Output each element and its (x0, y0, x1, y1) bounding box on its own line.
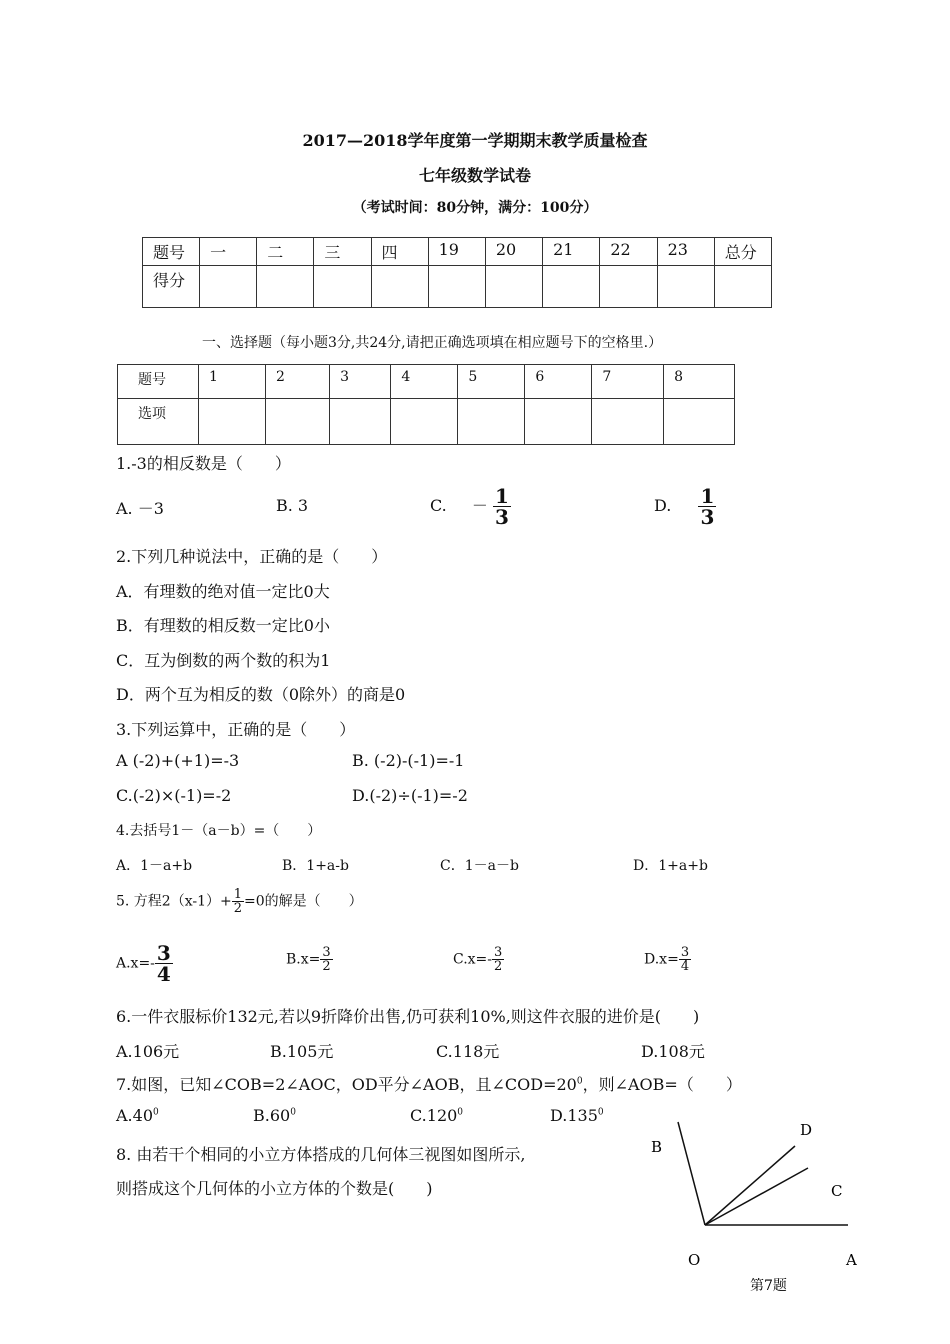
score-header-cell: 三 (314, 238, 371, 266)
q7-option-c-value: C.120 (410, 1106, 458, 1125)
score-input-cell[interactable] (543, 266, 600, 308)
answer-input-cell[interactable] (664, 399, 735, 445)
score-header-cell: 二 (257, 238, 314, 266)
ray-od (705, 1146, 795, 1225)
q5-option-a-fraction (155, 943, 173, 984)
answer-input-cell[interactable] (458, 399, 525, 445)
answer-input-cell[interactable] (199, 399, 266, 445)
score-row-label: 得分 (143, 266, 200, 308)
q3-stem: 3.下列运算中，正确的是（ ） (116, 720, 356, 739)
fraction-numerator: 1 (494, 484, 509, 508)
fraction-denominator: 2 (233, 901, 243, 916)
score-input-cell[interactable] (714, 266, 771, 308)
q1-option-d-fraction (698, 486, 716, 527)
q4-stem: 4.去括号1－（a－b）=（ ） (116, 823, 322, 839)
score-header-cell: 21 (543, 238, 600, 266)
q2-option-d: D．两个互为相反的数（0除外）的商是0 (116, 685, 406, 704)
degree-sup: 0 (290, 1107, 296, 1118)
exam-title: 2017—2018学年度第一学期期末教学质量检查 (302, 131, 648, 150)
score-input-cell[interactable] (257, 266, 314, 308)
score-header-cell: 22 (600, 238, 657, 266)
q5-option-a-label: A.x=- (116, 955, 155, 972)
q8-stem-line1: 8. 由若干个相同的小立方体搭成的几何体三视图如图所示, (116, 1145, 526, 1164)
point-label-a: A (846, 1251, 857, 1269)
point-label-o: O (688, 1251, 701, 1269)
score-table (142, 237, 772, 308)
ray-ob (678, 1122, 705, 1225)
answer-header-cell: 3 (330, 365, 391, 399)
q1-option-c-fraction (493, 486, 511, 527)
fraction-denominator: 2 (494, 959, 503, 974)
score-input-cell[interactable] (314, 266, 371, 308)
q1-option-c-sign: － (471, 496, 488, 515)
fraction-numerator: 1 (700, 484, 715, 508)
q5-option-b-label: B.x= (286, 951, 321, 968)
point-label-d: D (800, 1121, 813, 1139)
q1-option-c-label: C. (430, 496, 447, 515)
score-header-cell: 23 (657, 238, 714, 266)
q4-option-b: B．1+a-b (282, 858, 349, 874)
answer-input-cell[interactable] (391, 399, 458, 445)
q1-option-c (430, 486, 511, 527)
answer-header-cell: 5 (458, 365, 525, 399)
point-label-c: C (831, 1182, 843, 1200)
q1-option-a: A. －3 (116, 499, 164, 518)
q7-option-d (550, 1106, 604, 1125)
q7-stem (116, 1072, 742, 1095)
fraction-denominator: 3 (494, 505, 509, 529)
q5-stem-fraction (232, 888, 244, 915)
q3-option-a: A (-2)+(+1)=-3 (116, 751, 240, 770)
score-input-cell[interactable] (485, 266, 542, 308)
score-header-cell: 四 (371, 238, 428, 266)
answer-header-cell: 7 (592, 365, 664, 399)
answer-row-label: 选项 (118, 399, 199, 445)
q7-option-b (253, 1106, 296, 1125)
q1-option-d (654, 486, 716, 527)
answer-table (117, 364, 735, 445)
q2-option-a: A．有理数的绝对值一定比0大 (116, 582, 330, 601)
q3-option-c: C.(-2)×(-1)=-2 (116, 786, 232, 805)
q7-stem-text-end: ，则∠AOB=（ ） (582, 1075, 742, 1094)
answer-header-cell: 6 (525, 365, 592, 399)
q7-option-a-value: A.40 (116, 1106, 153, 1125)
score-input-cell[interactable] (657, 266, 714, 308)
score-input-cell[interactable] (371, 266, 428, 308)
q7-option-d-value: D.135 (550, 1106, 598, 1125)
score-header-cell: 一 (200, 238, 257, 266)
score-input-cell[interactable] (428, 266, 485, 308)
q7-option-a (116, 1106, 159, 1125)
answer-input-cell[interactable] (592, 399, 664, 445)
q5-stem-text-end: =0的解是（ ） (244, 893, 363, 910)
q7-degree-sup: 0 (576, 1076, 583, 1087)
answer-header-cell: 4 (391, 365, 458, 399)
q2-stem: 2.下列几种说法中，正确的是（ ） (116, 547, 388, 566)
score-input-cell[interactable] (200, 266, 257, 308)
fraction-numerator: 3 (494, 945, 503, 960)
q8-stem-line2: 则搭成这个几何体的小立方体的个数是( ) (116, 1179, 433, 1198)
answer-header-cell: 1 (199, 365, 266, 399)
figure-caption: 第7题 (750, 1278, 787, 1294)
exam-info: （考试时间：80分钟，满分：100分） (352, 200, 598, 216)
fraction-numerator: 1 (233, 887, 243, 902)
q5-option-a (116, 943, 173, 984)
q2-option-c: C．互为倒数的两个数的积为1 (116, 651, 331, 670)
score-input-cell[interactable] (600, 266, 657, 308)
fraction-numerator: 3 (680, 945, 690, 960)
q5-stem (116, 888, 363, 915)
score-header-cell: 19 (428, 238, 485, 266)
point-label-b: B (651, 1138, 663, 1156)
score-header-cell: 题号 (143, 238, 200, 266)
q5-option-d (644, 946, 691, 973)
fraction-denominator: 2 (322, 959, 331, 974)
q2-option-b: B．有理数的相反数一定比0小 (116, 616, 330, 635)
section1-instruction: 一、选择题（每小题3分,共24分,请把正确选项填在相应题号下的空格里.） (202, 335, 663, 351)
q7-angle-figure (630, 1110, 870, 1310)
answer-header-cell: 2 (266, 365, 330, 399)
fraction-denominator: 4 (156, 962, 171, 986)
q1-stem: 1.-3的相反数是（ ） (116, 454, 291, 473)
q6-option-a: A.106元 (116, 1042, 180, 1061)
q5-option-c-fraction (492, 946, 504, 973)
q6-option-b: B.105元 (270, 1042, 334, 1061)
q5-option-b-fraction (320, 946, 332, 973)
answer-input-cell[interactable] (330, 399, 391, 445)
answer-header-cell: 8 (664, 365, 735, 399)
ray-oc (705, 1168, 808, 1225)
q4-option-a: A．1－a+b (116, 858, 193, 874)
exam-subtitle: 七年级数学试卷 (418, 166, 531, 185)
q3-option-d: D.(-2)÷(-1)=-2 (352, 786, 468, 805)
q6-stem: 6.一件衣服标价132元,若以9折降价出售,仍可获利10%,则这件衣服的进价是( ) (116, 1007, 700, 1026)
q5-option-c-label: C.x=- (453, 951, 493, 968)
fraction-denominator: 3 (700, 505, 715, 529)
fraction-numerator: 3 (156, 941, 171, 965)
q1-option-b: B. 3 (276, 496, 309, 515)
q5-option-c (453, 946, 504, 973)
answer-input-cell[interactable] (525, 399, 592, 445)
q5-option-b (286, 946, 333, 973)
score-header-cell: 20 (485, 238, 542, 266)
q6-option-c: C.118元 (436, 1042, 500, 1061)
q7-stem-text: 7.如图，已知∠COB=2∠AOC，OD平分∠AOB，且∠COD=20 (116, 1075, 577, 1094)
q7-option-c (410, 1106, 463, 1125)
q5-option-d-label: D.x= (644, 951, 679, 968)
degree-sup: 0 (457, 1107, 464, 1118)
q4-option-d: D．1+a+b (633, 858, 708, 874)
q7-option-b-value: B.60 (253, 1106, 291, 1125)
q6-option-d: D.108元 (641, 1042, 705, 1061)
q1-option-d-label: D. (654, 496, 672, 515)
q4-option-c: C．1－a－b (440, 858, 519, 874)
degree-sup: 0 (153, 1107, 159, 1118)
fraction-denominator: 4 (680, 959, 690, 974)
score-header-cell: 总分 (714, 238, 771, 266)
answer-header-cell: 题号 (118, 365, 199, 399)
q5-stem-text: 5. 方程2（x-1）+ (116, 893, 232, 910)
q3-option-b: B. (-2)-(-1)=-1 (352, 751, 465, 770)
answer-input-cell[interactable] (266, 399, 330, 445)
fraction-numerator: 3 (322, 945, 331, 960)
degree-sup: 0 (597, 1107, 604, 1118)
q5-option-d-fraction (679, 946, 691, 973)
